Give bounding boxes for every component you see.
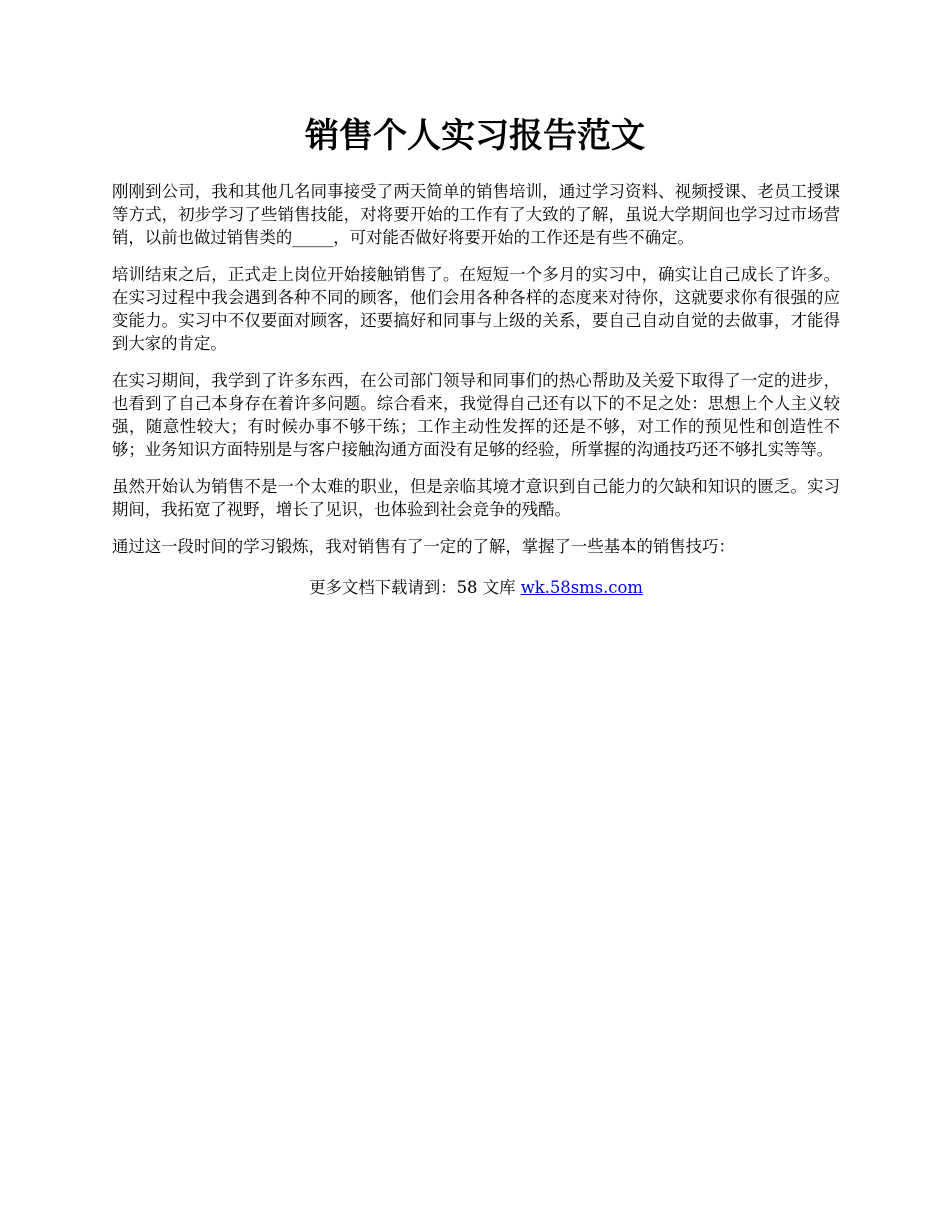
paragraph-3: 在实习期间，我学到了许多东西，在公司部门领导和同事们的热心帮助及关爱下取得了一定的进步，也看到了自己本身存在着许多问题。综合看来，我觉得自己还有以下的不足之处：思想上个人主义较强，随意性较大；有时候办事不够干练；工作主动性发挥的还是不够，对工作的预见性和创造性不够；业务知识方面特别是与客户接触沟通方面没有足够的经验，所掌握的沟通技巧还不够扎实等等。 xyxy=(112,371,840,459)
document-title: 销售个人实习报告范文 xyxy=(305,116,645,156)
paragraph-5: 通过这一段时间的学习锻炼，我对销售有了一定的了解，掌握了一些基本的销售技巧： xyxy=(112,537,735,556)
paragraph-2: 培训结束之后，正式走上岗位开始接触销售了。在短短一个多月的实习中，确实让自己成长了许多。在实习过程中我会遇到各种不同的顾客，他们会用各种各样的态度来对待你，这就要求你有很强的应变能力。实习中不仅要面对顾客，还要搞好和同事与上级的关系，要自己自动自觉的去做事，才能得到大家的肯定。 xyxy=(112,265,840,353)
paragraph-1: 刚刚到公司，我和其他几名同事接受了两天简单的销售培训，通过学习资料、视频授课、老员工授课等方式，初步学习了些销售技能，对将要开始的工作有了大致的了解，虽说大学期间也学习过市场营销，以前也做过销售类的_____，可对能否做好将要开始的工作还是有些不确定。 xyxy=(112,182,840,247)
paragraph-4: 虽然开始认为销售不是一个太难的职业，但是亲临其境才意识到自己能力的欠缺和知识的匮乏。实习期间，我拓宽了视野，增长了见识，也体验到社会竞争的残酷。 xyxy=(112,477,840,519)
wenku-link[interactable]: wk.58sms.com xyxy=(520,578,643,597)
document-body xyxy=(112,180,840,599)
footer-prefix-text: 更多文档下载请到：58 文库 xyxy=(309,578,521,597)
download-footer xyxy=(112,576,840,599)
